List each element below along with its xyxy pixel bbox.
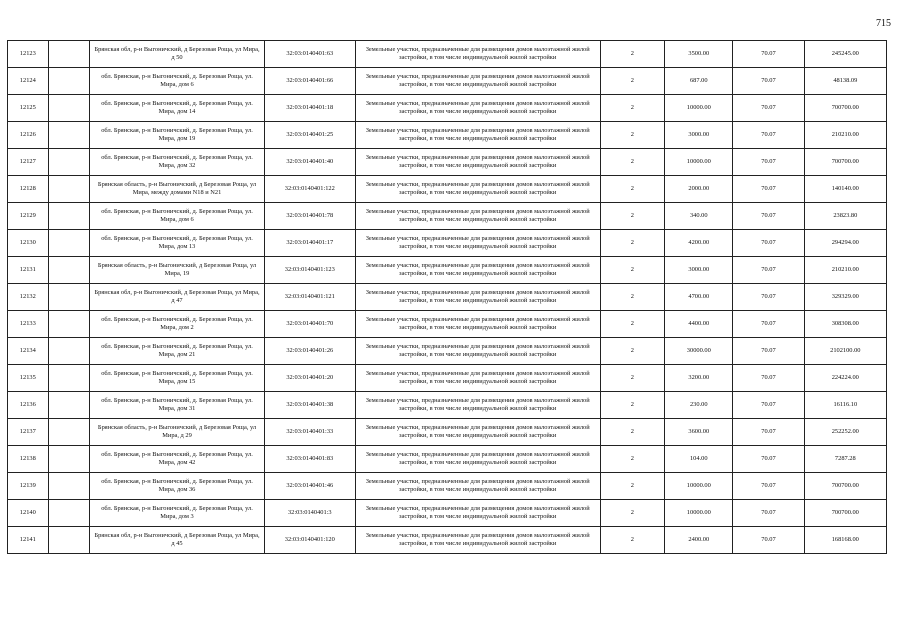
spacer-cell — [48, 365, 90, 392]
spacer-cell — [48, 338, 90, 365]
specific-value-cell: 70.07 — [733, 500, 804, 527]
area-cell: 3200.00 — [665, 365, 733, 392]
specific-value-cell: 70.07 — [733, 95, 804, 122]
cadastral-number-cell: 32:03:0140401:40 — [264, 149, 355, 176]
address-cell: Брянская область, р-н Выгоничский, д Березовая Роща, ул Мира, 19 — [90, 257, 264, 284]
row-number-cell: 12134 — [8, 338, 49, 365]
cadastral-value-cell: 308308.00 — [804, 311, 886, 338]
row-number-cell: 12125 — [8, 95, 49, 122]
permitted-use-cell: Земельные участки, предназначенные для размещения домов малоэтажной жилой застройки, в том числе индивидуальной жилой застройки — [355, 230, 600, 257]
permitted-use-cell: Земельные участки, предназначенные для размещения домов малоэтажной жилой застройки, в том числе индивидуальной жилой застройки — [355, 365, 600, 392]
row-number-cell: 12135 — [8, 365, 49, 392]
row-number-cell: 12132 — [8, 284, 49, 311]
cadastral-number-cell: 32:03:0140401:123 — [264, 257, 355, 284]
spacer-cell — [48, 41, 90, 68]
address-cell: обл. Брянская, р-н Выгоничский, д. Березовая Роща, ул. Мира, дом 31 — [90, 392, 264, 419]
area-cell: 3000.00 — [665, 257, 733, 284]
row-number-cell: 12133 — [8, 311, 49, 338]
spacer-cell — [48, 446, 90, 473]
spacer-cell — [48, 149, 90, 176]
table-row — [8, 257, 887, 284]
table-row — [8, 41, 887, 68]
address-cell: обл. Брянская, р-н Выгоничский, д. Березовая Роща, ул. Мира, дом 6 — [90, 68, 264, 95]
address-cell: обл. Брянская, р-н Выгоничский, д. Березовая Роща, ул. Мира, дом 32 — [90, 149, 264, 176]
permitted-use-cell: Земельные участки, предназначенные для размещения домов малоэтажной жилой застройки, в том числе индивидуальной жилой застройки — [355, 446, 600, 473]
cadastral-value-cell: 7287.28 — [804, 446, 886, 473]
permitted-use-cell: Земельные участки, предназначенные для размещения домов малоэтажной жилой застройки, в том числе индивидуальной жилой застройки — [355, 311, 600, 338]
cadastral-number-cell: 32:03:0140401:46 — [264, 473, 355, 500]
cadastral-number-cell: 32:03:0140401:83 — [264, 446, 355, 473]
specific-value-cell: 70.07 — [733, 473, 804, 500]
table-row — [8, 284, 887, 311]
spacer-cell — [48, 392, 90, 419]
specific-value-cell: 70.07 — [733, 311, 804, 338]
row-number-cell: 12139 — [8, 473, 49, 500]
table-row — [8, 392, 887, 419]
specific-value-cell: 70.07 — [733, 446, 804, 473]
area-cell: 687.00 — [665, 68, 733, 95]
area-cell: 104.00 — [665, 446, 733, 473]
area-cell: 340.00 — [665, 203, 733, 230]
cadastral-value-cell: 23823.80 — [804, 203, 886, 230]
table-row — [8, 338, 887, 365]
table-row — [8, 230, 887, 257]
cadastral-number-cell: 32:03:0140401:3 — [264, 500, 355, 527]
specific-value-cell: 70.07 — [733, 392, 804, 419]
specific-value-cell: 70.07 — [733, 365, 804, 392]
category-cell: 2 — [600, 122, 665, 149]
cadastral-number-cell: 32:03:0140401:120 — [264, 527, 355, 554]
cadastral-value-cell: 140140.00 — [804, 176, 886, 203]
row-number-cell: 12124 — [8, 68, 49, 95]
table-row — [8, 500, 887, 527]
category-cell: 2 — [600, 527, 665, 554]
spacer-cell — [48, 284, 90, 311]
area-cell: 4700.00 — [665, 284, 733, 311]
category-cell: 2 — [600, 419, 665, 446]
cadastral-value-cell: 224224.00 — [804, 365, 886, 392]
cadastral-value-cell: 700700.00 — [804, 473, 886, 500]
category-cell: 2 — [600, 473, 665, 500]
address-cell: Брянская обл, р-н Выгоничский, д Березовая Роща, ул Мира, д 47 — [90, 284, 264, 311]
table-row — [8, 311, 887, 338]
cadastral-value-cell: 16116.10 — [804, 392, 886, 419]
cadastral-value-cell: 700700.00 — [804, 149, 886, 176]
category-cell: 2 — [600, 365, 665, 392]
address-cell: обл. Брянская, р-н Выгоничский, д. Березовая Роща, ул. Мира, дом 42 — [90, 446, 264, 473]
row-number-cell: 12130 — [8, 230, 49, 257]
area-cell: 10000.00 — [665, 500, 733, 527]
table-row — [8, 473, 887, 500]
area-cell: 4200.00 — [665, 230, 733, 257]
row-number-cell: 12128 — [8, 176, 49, 203]
cadastral-value-cell: 294294.00 — [804, 230, 886, 257]
row-number-cell: 12126 — [8, 122, 49, 149]
area-cell: 3000.00 — [665, 122, 733, 149]
cadastral-value-cell: 210210.00 — [804, 257, 886, 284]
area-cell: 10000.00 — [665, 95, 733, 122]
specific-value-cell: 70.07 — [733, 338, 804, 365]
specific-value-cell: 70.07 — [733, 122, 804, 149]
category-cell: 2 — [600, 68, 665, 95]
address-cell: обл. Брянская, р-н Выгоничский, д. Березовая Роща, ул. Мира, дом 2 — [90, 311, 264, 338]
spacer-cell — [48, 176, 90, 203]
cadastral-number-cell: 32:03:0140401:17 — [264, 230, 355, 257]
spacer-cell — [48, 419, 90, 446]
category-cell: 2 — [600, 284, 665, 311]
cadastral-number-cell: 32:03:0140401:18 — [264, 95, 355, 122]
row-number-cell: 12129 — [8, 203, 49, 230]
permitted-use-cell: Земельные участки, предназначенные для размещения домов малоэтажной жилой застройки, в том числе индивидуальной жилой застройки — [355, 284, 600, 311]
cadastral-value-cell: 252252.00 — [804, 419, 886, 446]
cadastral-value-cell: 245245.00 — [804, 41, 886, 68]
area-cell: 2000.00 — [665, 176, 733, 203]
cadastral-value-cell: 168168.00 — [804, 527, 886, 554]
specific-value-cell: 70.07 — [733, 203, 804, 230]
spacer-cell — [48, 95, 90, 122]
category-cell: 2 — [600, 500, 665, 527]
cadastral-value-cell: 329329.00 — [804, 284, 886, 311]
permitted-use-cell: Земельные участки, предназначенные для размещения домов малоэтажной жилой застройки, в том числе индивидуальной жилой застройки — [355, 338, 600, 365]
specific-value-cell: 70.07 — [733, 149, 804, 176]
category-cell: 2 — [600, 203, 665, 230]
spacer-cell — [48, 230, 90, 257]
row-number-cell: 12140 — [8, 500, 49, 527]
row-number-cell: 12136 — [8, 392, 49, 419]
permitted-use-cell: Земельные участки, предназначенные для размещения домов малоэтажной жилой застройки, в том числе индивидуальной жилой застройки — [355, 527, 600, 554]
cadastral-number-cell: 32:03:0140401:63 — [264, 41, 355, 68]
specific-value-cell: 70.07 — [733, 527, 804, 554]
specific-value-cell: 70.07 — [733, 176, 804, 203]
address-cell: обл. Брянская, р-н Выгоничский, д. Березовая Роща, ул. Мира, дом 15 — [90, 365, 264, 392]
row-number-cell: 12127 — [8, 149, 49, 176]
table-row — [8, 122, 887, 149]
address-cell: обл. Брянская, р-н Выгоничский, д. Березовая Роща, ул. Мира, дом 19 — [90, 122, 264, 149]
cadastral-value-cell: 48138.09 — [804, 68, 886, 95]
address-cell: обл. Брянская, р-н Выгоничский, д. Березовая Роща, ул. Мира, дом 3 — [90, 500, 264, 527]
area-cell: 30000.00 — [665, 338, 733, 365]
area-cell: 4400.00 — [665, 311, 733, 338]
area-cell: 10000.00 — [665, 149, 733, 176]
table-row — [8, 419, 887, 446]
spacer-cell — [48, 500, 90, 527]
cadastral-number-cell: 32:03:0140401:70 — [264, 311, 355, 338]
address-cell: обл. Брянская, р-н Выгоничский, д. Березовая Роща, ул. Мира, дом 14 — [90, 95, 264, 122]
permitted-use-cell: Земельные участки, предназначенные для размещения домов малоэтажной жилой застройки, в том числе индивидуальной жилой застройки — [355, 203, 600, 230]
category-cell: 2 — [600, 311, 665, 338]
permitted-use-cell: Земельные участки, предназначенные для размещения домов малоэтажной жилой застройки, в том числе индивидуальной жилой застройки — [355, 392, 600, 419]
spacer-cell — [48, 122, 90, 149]
row-number-cell: 12138 — [8, 446, 49, 473]
category-cell: 2 — [600, 41, 665, 68]
cadastral-number-cell: 32:03:0140401:38 — [264, 392, 355, 419]
category-cell: 2 — [600, 338, 665, 365]
category-cell: 2 — [600, 230, 665, 257]
address-cell: обл. Брянская, р-н Выгоничский, д. Березовая Роща, ул. Мира, дом 6 — [90, 203, 264, 230]
permitted-use-cell: Земельные участки, предназначенные для размещения домов малоэтажной жилой застройки, в том числе индивидуальной жилой застройки — [355, 149, 600, 176]
table-row — [8, 176, 887, 203]
row-number-cell: 12141 — [8, 527, 49, 554]
cadastral-value-cell: 2102100.00 — [804, 338, 886, 365]
address-cell: Брянская область, р-н Выгоничский, д Березовая Роща, ул Мира, между домами N18 и N21 — [90, 176, 264, 203]
spacer-cell — [48, 473, 90, 500]
permitted-use-cell: Земельные участки, предназначенные для размещения домов малоэтажной жилой застройки, в том числе индивидуальной жилой застройки — [355, 500, 600, 527]
cadastral-number-cell: 32:03:0140401:26 — [264, 338, 355, 365]
cadastral-number-cell: 32:03:0140401:122 — [264, 176, 355, 203]
category-cell: 2 — [600, 446, 665, 473]
specific-value-cell: 70.07 — [733, 419, 804, 446]
category-cell: 2 — [600, 392, 665, 419]
table-row — [8, 203, 887, 230]
table-row — [8, 68, 887, 95]
cadastral-number-cell: 32:03:0140401:66 — [264, 68, 355, 95]
cadastral-number-cell: 32:03:0140401:25 — [264, 122, 355, 149]
cadastral-registry-table — [7, 40, 887, 554]
spacer-cell — [48, 257, 90, 284]
row-number-cell: 12137 — [8, 419, 49, 446]
address-cell: Брянская обл, р-н Выгоничский, д Березовая Роща, ул Мира, д 50 — [90, 41, 264, 68]
address-cell: обл. Брянская, р-н Выгоничский, д. Березовая Роща, ул. Мира, дом 36 — [90, 473, 264, 500]
specific-value-cell: 70.07 — [733, 41, 804, 68]
page-number: 715 — [876, 18, 891, 29]
area-cell: 2400.00 — [665, 527, 733, 554]
spacer-cell — [48, 68, 90, 95]
category-cell: 2 — [600, 176, 665, 203]
specific-value-cell: 70.07 — [733, 257, 804, 284]
cadastral-number-cell: 32:03:0140401:20 — [264, 365, 355, 392]
table-row — [8, 527, 887, 554]
cadastral-number-cell: 32:03:0140401:78 — [264, 203, 355, 230]
permitted-use-cell: Земельные участки, предназначенные для размещения домов малоэтажной жилой застройки, в том числе индивидуальной жилой застройки — [355, 68, 600, 95]
permitted-use-cell: Земельные участки, предназначенные для размещения домов малоэтажной жилой застройки, в том числе индивидуальной жилой застройки — [355, 41, 600, 68]
specific-value-cell: 70.07 — [733, 230, 804, 257]
address-cell: Брянская обл, р-н Выгоничский, д Березовая Роща, ул Мира, д 45 — [90, 527, 264, 554]
address-cell: Брянская область, р-н Выгоничский, д Березовая Роща, ул Мира, д 29 — [90, 419, 264, 446]
spacer-cell — [48, 203, 90, 230]
category-cell: 2 — [600, 95, 665, 122]
cadastral-number-cell: 32:03:0140401:121 — [264, 284, 355, 311]
cadastral-value-cell: 210210.00 — [804, 122, 886, 149]
table-body — [8, 41, 887, 554]
row-number-cell: 12131 — [8, 257, 49, 284]
table-row — [8, 149, 887, 176]
specific-value-cell: 70.07 — [733, 68, 804, 95]
category-cell: 2 — [600, 149, 665, 176]
permitted-use-cell: Земельные участки, предназначенные для размещения домов малоэтажной жилой застройки, в том числе индивидуальной жилой застройки — [355, 95, 600, 122]
address-cell: обл. Брянская, р-н Выгоничский, д. Березовая Роща, ул. Мира, дом 13 — [90, 230, 264, 257]
cadastral-number-cell: 32:03:0140401:33 — [264, 419, 355, 446]
permitted-use-cell: Земельные участки, предназначенные для размещения домов малоэтажной жилой застройки, в том числе индивидуальной жилой застройки — [355, 419, 600, 446]
area-cell: 3600.00 — [665, 419, 733, 446]
row-number-cell: 12123 — [8, 41, 49, 68]
address-cell: обл. Брянская, р-н Выгоничский, д. Березовая Роща, ул. Мира, дом 21 — [90, 338, 264, 365]
permitted-use-cell: Земельные участки, предназначенные для размещения домов малоэтажной жилой застройки, в том числе индивидуальной жилой застройки — [355, 122, 600, 149]
permitted-use-cell: Земельные участки, предназначенные для размещения домов малоэтажной жилой застройки, в том числе индивидуальной жилой застройки — [355, 176, 600, 203]
area-cell: 10000.00 — [665, 473, 733, 500]
category-cell: 2 — [600, 257, 665, 284]
table-row — [8, 365, 887, 392]
spacer-cell — [48, 311, 90, 338]
cadastral-value-cell: 700700.00 — [804, 500, 886, 527]
area-cell: 3500.00 — [665, 41, 733, 68]
specific-value-cell: 70.07 — [733, 284, 804, 311]
table-row — [8, 95, 887, 122]
table-row — [8, 446, 887, 473]
cadastral-value-cell: 700700.00 — [804, 95, 886, 122]
permitted-use-cell: Земельные участки, предназначенные для размещения домов малоэтажной жилой застройки, в том числе индивидуальной жилой застройки — [355, 257, 600, 284]
spacer-cell — [48, 527, 90, 554]
area-cell: 230.00 — [665, 392, 733, 419]
permitted-use-cell: Земельные участки, предназначенные для размещения домов малоэтажной жилой застройки, в том числе индивидуальной жилой застройки — [355, 473, 600, 500]
